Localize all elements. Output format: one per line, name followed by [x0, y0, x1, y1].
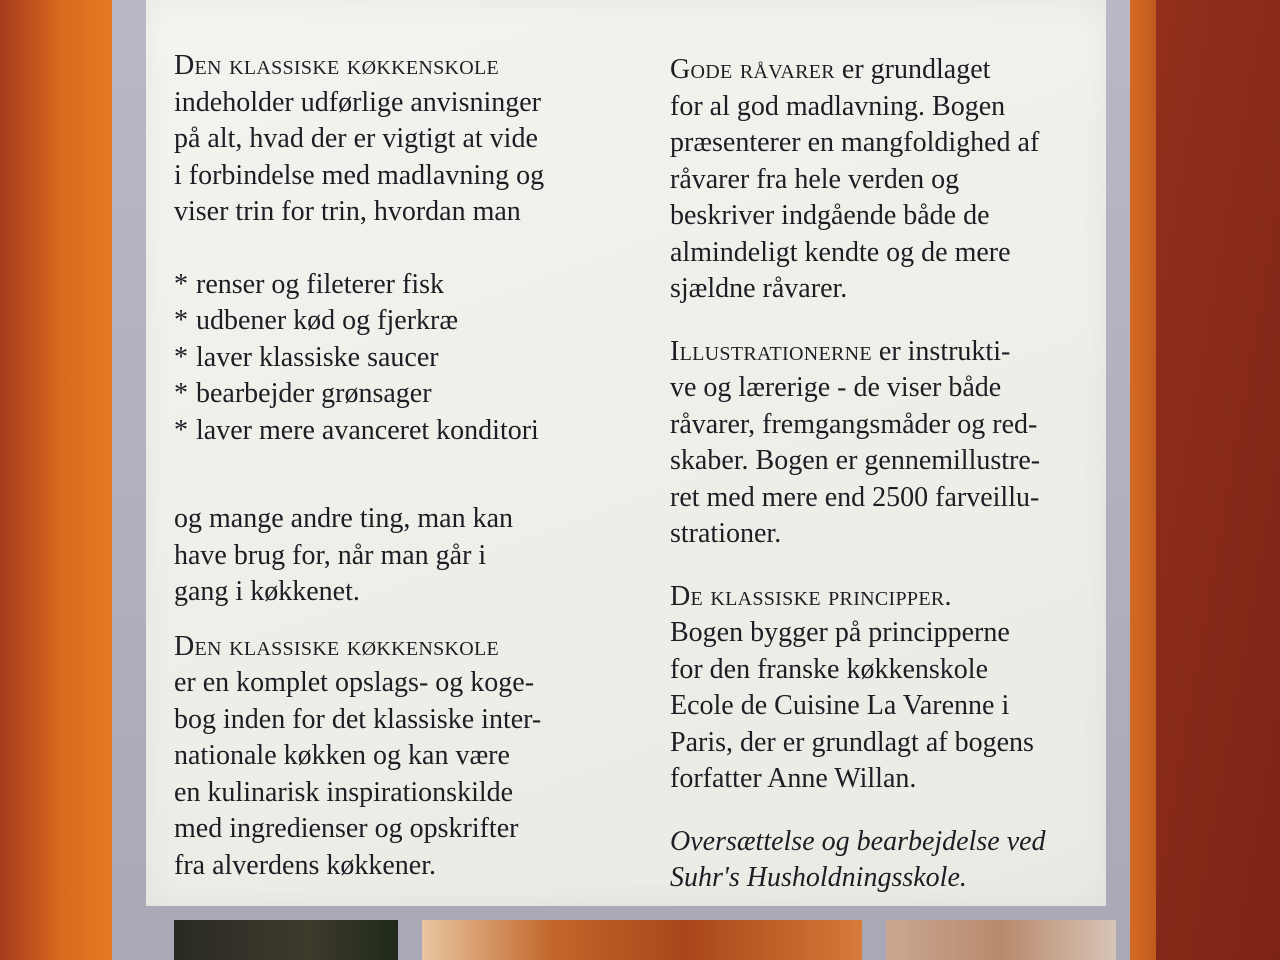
reference-heading: Den klassiske køkkenskole — [174, 630, 500, 662]
more-things-paragraph: og mange andre ting, man kan have brug for, når man går i gang i køkkenet. — [174, 503, 514, 607]
right-column — [670, 52, 1110, 897]
ingredients-paragraph: Gode råvarer er grundlaget for al god madlavning. Bogen præsenterer en mangfoldighed af råvarer fra hele verden og beskriver indgående både de almindeligt kendte og de mere sjældne råvarer. — [670, 54, 1040, 304]
illustrations-heading: Illustrationerne — [670, 335, 872, 367]
asterisk-icon: * — [174, 378, 188, 409]
list-item: * udbener kød og fjerkræ — [174, 303, 634, 340]
cover-edge-right — [1130, 0, 1156, 960]
reference-book-paragraph: Den klassiske køkkenskole er en komplet opslags- og koge- bog inden for det klassiske inter- nationale køkken og kan være en kulinarisk inspirationskilde med ingredienser og opskrifter fra alverdens køkkener. — [174, 630, 542, 881]
asterisk-icon: * — [174, 341, 188, 373]
list-item: * renser og fileterer fisk — [174, 267, 634, 304]
intro-heading: Den klassiske køkkenskole — [174, 50, 500, 81]
intro-line: på alt, hvad der er vigtigt at vide — [174, 123, 538, 154]
list-item: * bearbejder grønsager — [174, 376, 634, 413]
left-column — [174, 48, 634, 884]
ingredients-heading: Gode råvarer — [670, 54, 835, 85]
principles-heading: De klassiske principper. — [670, 580, 952, 612]
cover-edge-left — [0, 0, 112, 960]
intro-line: indeholder udførlige anvisninger — [174, 86, 542, 118]
illustrations-paragraph: Illustrationerne er instrukti- ve og lærerige - de viser både råvarer, fremgangsmåder og red- skaber. Bogen er gennemillustre- ret med mere end 2500 farveillu- strationer. — [670, 335, 1041, 549]
intro-line: viser trin for trin, hvordan man — [174, 196, 521, 227]
asterisk-icon: * — [174, 414, 188, 446]
food-photo-hands — [886, 920, 1116, 960]
principles-paragraph: De klassiske principper. Bogen bygger på principperne for den franske køkkenskole Ecole de Cuisine La Varenne i Paris, der er grundlagt af bogens forfatter Anne Willan. — [670, 580, 1034, 794]
list-item: * laver klassiske saucer — [174, 340, 634, 377]
translation-credit: Oversættelse og bearbejdelse ved Suhr's Husholdningsskole. — [670, 825, 1046, 893]
list-item: * laver mere avanceret konditori — [174, 413, 634, 450]
asterisk-icon: * — [174, 268, 188, 300]
intro-line: i forbindelse med madlavning og — [174, 159, 545, 191]
food-photo-pastries — [422, 920, 862, 960]
intro-paragraph — [174, 48, 634, 231]
asterisk-icon: * — [174, 305, 188, 336]
technique-list — [174, 267, 634, 450]
food-photo-herbs — [174, 920, 398, 960]
